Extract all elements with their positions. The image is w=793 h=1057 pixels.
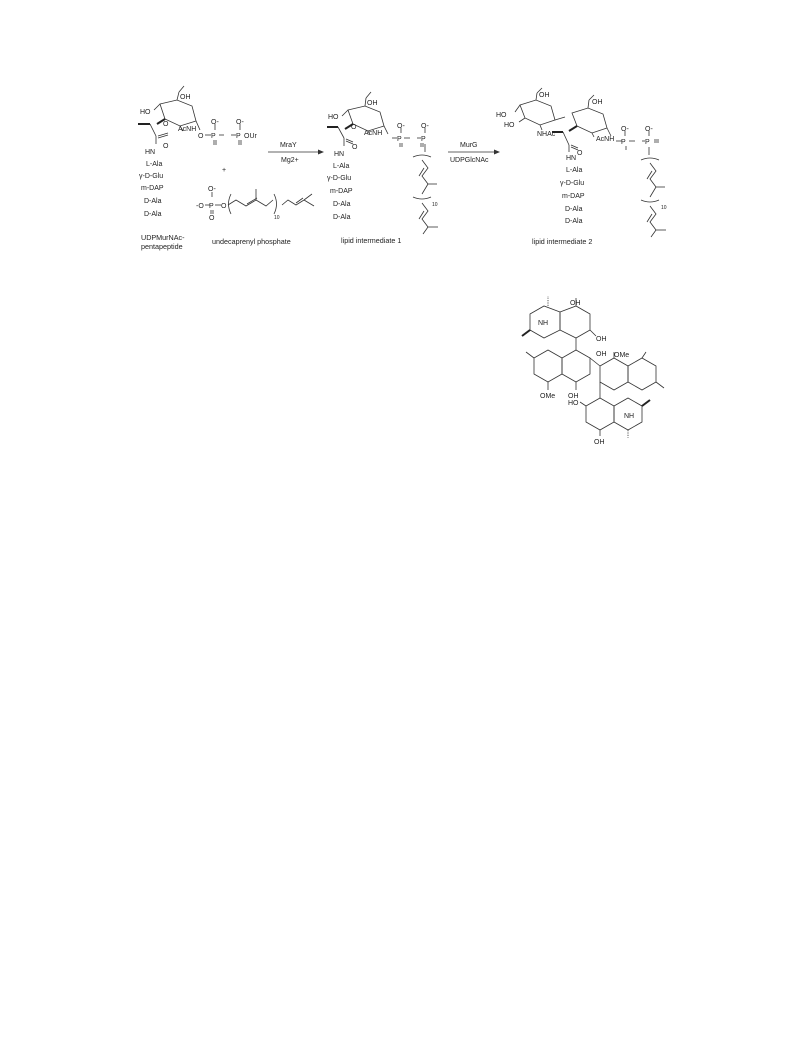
caption-line-2: pentapeptide (141, 242, 183, 251)
glcnac-ring (520, 100, 555, 125)
atom-label: OH (568, 393, 579, 400)
peptide-residue: D-Ala (333, 201, 351, 208)
atom-p2: P (236, 133, 241, 140)
peptide-residue: γ-D-Glu (139, 173, 164, 180)
atom-p1: P (397, 136, 402, 143)
atom-our: OUr (244, 133, 257, 140)
arrow-reagent-top: MraY (280, 142, 297, 149)
arrowhead (494, 150, 500, 155)
atom-acnh: AcNH (364, 130, 383, 137)
murnac-ring (572, 108, 607, 133)
atom-label: NH (538, 320, 549, 327)
peptide-residue: L-Ala (566, 167, 583, 174)
atom-label: OH (596, 351, 607, 358)
peptide-residue: HN (334, 151, 345, 158)
reaction-arrow-1 (268, 142, 324, 164)
atom-o-minus-1: O- (397, 123, 405, 130)
atom-o-minus-left: -O (196, 203, 204, 210)
peptide-residue: HN (145, 149, 156, 156)
atom-oh-2: OH (592, 99, 603, 106)
atom-o-minus-top: O- (208, 186, 216, 193)
atom-o-minus-1: O- (621, 126, 629, 133)
atom-p1: P (621, 139, 626, 146)
atom-p2: P (645, 139, 650, 146)
peptide-residue: γ-D-Glu (327, 175, 352, 182)
repeat-subscript: 10 (661, 205, 667, 211)
atom-o-carbonyl: O (352, 144, 358, 151)
caption: lipid intermediate 2 (532, 237, 593, 246)
atom-o-carbonyl: O (163, 143, 169, 150)
atom-ho: HO (328, 114, 339, 121)
atom-label: HO (568, 400, 579, 407)
arrow-reagent-bottom: Mg2+ (281, 157, 299, 164)
peptide-residue: m-DAP (562, 193, 585, 200)
atom-label: OMe (540, 393, 556, 400)
atom-label: NH (624, 413, 635, 420)
repeat-subscript: 10 (432, 202, 438, 208)
peptide-residue: D-Ala (144, 211, 162, 218)
atom-o-link: O (163, 121, 169, 128)
ring (600, 358, 628, 390)
atom-o-minus-2: O- (236, 119, 244, 126)
atom-o-link: O (221, 203, 227, 210)
atom-label: OH (596, 336, 607, 343)
arrow-reagent-bottom: UDPGlcNAc (450, 157, 489, 164)
atom-o-bottom: O (209, 215, 215, 222)
atom-o-link: O (351, 124, 357, 131)
caption-line-1: UDPMurNAc- (141, 233, 185, 242)
atom-acnh: AcNH (596, 136, 615, 143)
atom-ho: HO (140, 109, 151, 116)
atom-oh: OH (367, 100, 378, 107)
atom-p2: P (421, 136, 426, 143)
ring (560, 306, 590, 338)
peptide-residue: L-Ala (146, 161, 163, 168)
atom-label: OMe (614, 352, 630, 359)
caption: undecaprenyl phosphate (212, 237, 291, 246)
arrowhead (318, 150, 324, 155)
peptide-chain (560, 155, 585, 225)
lipid-intermediate-2 (496, 88, 667, 246)
peptide-residue: m-DAP (141, 185, 164, 192)
peptide-residue: D-Ala (144, 198, 162, 205)
atom-o-bridge: O (198, 133, 204, 140)
peptide-chain (139, 149, 164, 218)
peptide-residue: D-Ala (565, 218, 583, 225)
atom-label: OH (594, 439, 605, 446)
reactant-udp-murnac-pentapeptide (138, 86, 258, 251)
ring (628, 358, 656, 390)
atom-oh-1: OH (539, 92, 550, 99)
atom-o-carbonyl: O (577, 150, 583, 157)
atom-oh: OH (180, 94, 191, 101)
peptide-residue: γ-D-Glu (560, 180, 585, 187)
bisnaphthyl-isoquinoline-structure (522, 296, 664, 446)
reactant-undecaprenyl-phosphate (196, 186, 314, 246)
peptide-residue: L-Ala (333, 163, 350, 170)
ring (534, 350, 562, 382)
ring (586, 398, 614, 430)
repeat-subscript: 10 (274, 215, 280, 221)
atom-p: P (209, 203, 214, 210)
atom-ho-1: HO (496, 112, 507, 119)
plus-sign: + (222, 167, 227, 174)
peptide-residue: m-DAP (330, 188, 353, 195)
peptide-residue: HN (566, 155, 577, 162)
atom-label: OH (570, 300, 581, 307)
atom-ho-2: HO (504, 122, 515, 129)
caption: lipid intermediate 1 (341, 236, 402, 245)
atom-acnh: AcNH (178, 126, 197, 133)
arrow-reagent-top: MurG (460, 142, 478, 149)
atom-p1: P (211, 133, 216, 140)
peptide-residue: D-Ala (333, 214, 351, 221)
atom-o-minus-2: O- (421, 123, 429, 130)
reaction-arrow-2 (448, 142, 500, 164)
peptide-chain (327, 151, 353, 221)
lipid-intermediate-1 (327, 92, 438, 245)
atom-o-minus-1: O- (211, 119, 219, 126)
ring (562, 350, 590, 382)
atom-o-minus-2: O- (645, 126, 653, 133)
peptide-residue: D-Ala (565, 206, 583, 213)
atom-nhac: NHAc (537, 131, 556, 138)
